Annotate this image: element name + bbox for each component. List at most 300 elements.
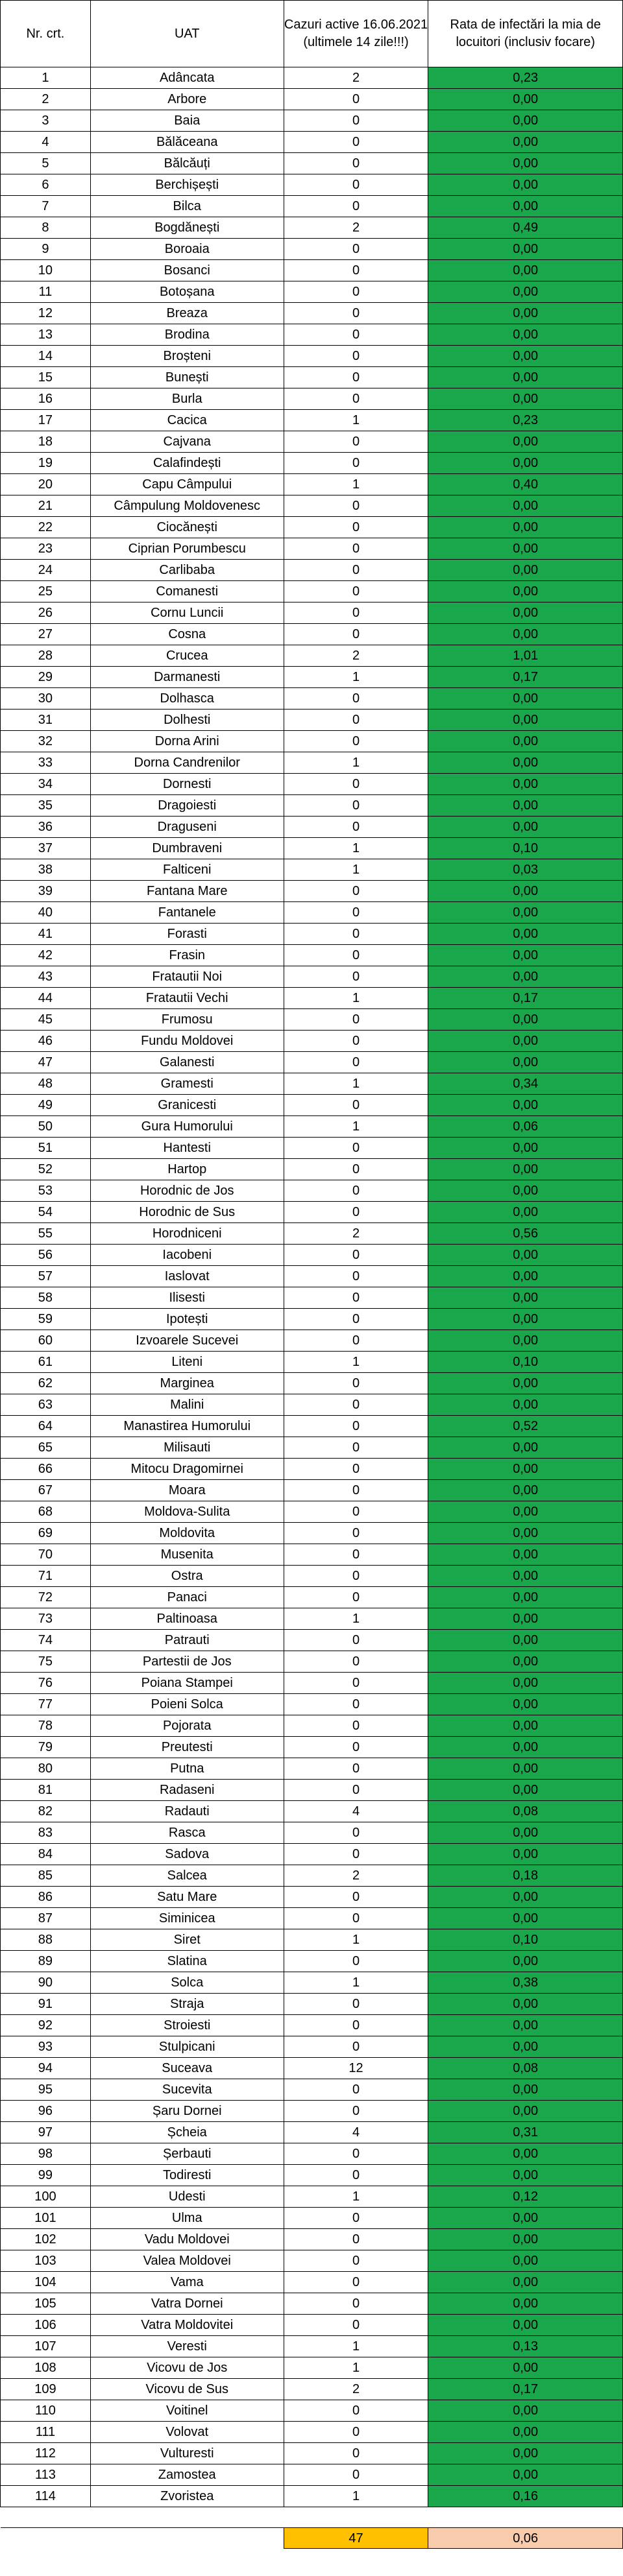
infection-rate: 0,34 xyxy=(428,1073,623,1095)
active-cases: 1 xyxy=(284,474,428,495)
uat-name: Hantesti xyxy=(90,1138,284,1159)
infection-rate: 0,00 xyxy=(428,303,623,324)
infection-rate: 0,00 xyxy=(428,2143,623,2165)
table-row xyxy=(1,624,623,645)
row-number: 109 xyxy=(1,2379,91,2400)
infection-rate: 0,00 xyxy=(428,1780,623,1801)
table-row xyxy=(1,881,623,902)
infection-rate: 0,00 xyxy=(428,1544,623,1566)
table-row xyxy=(1,474,623,495)
row-number: 34 xyxy=(1,774,91,795)
uat-name: Cornu Luncii xyxy=(90,602,284,624)
active-cases: 0 xyxy=(284,1459,428,1480)
active-cases: 0 xyxy=(284,2165,428,2186)
active-cases: 0 xyxy=(284,1887,428,1908)
row-number: 8 xyxy=(1,217,91,239)
row-number: 95 xyxy=(1,2079,91,2101)
table-row xyxy=(1,346,623,367)
table-row xyxy=(1,1737,623,1758)
uat-name: Partestii de Jos xyxy=(90,1651,284,1673)
infection-rate: 0,00 xyxy=(428,1501,623,1523)
infection-rate: 0,00 xyxy=(428,2357,623,2379)
row-number: 98 xyxy=(1,2143,91,2165)
infection-rate: 0,00 xyxy=(428,495,623,517)
infection-rate: 0,00 xyxy=(428,1715,623,1737)
row-number: 33 xyxy=(1,752,91,774)
header-rate: Rata de infectări la mia de locuitori (inclusiv focare) xyxy=(428,1,623,67)
row-number: 56 xyxy=(1,1245,91,1266)
infection-rate: 0,23 xyxy=(428,410,623,431)
uat-name: Vicovu de Jos xyxy=(90,2357,284,2379)
row-number: 77 xyxy=(1,1694,91,1715)
infection-rate: 0,18 xyxy=(428,1865,623,1887)
active-cases: 0 xyxy=(284,1501,428,1523)
row-number: 76 xyxy=(1,1673,91,1694)
uat-name: Liteni xyxy=(90,1352,284,1373)
uat-name: Ilisesti xyxy=(90,1287,284,1309)
row-number: 68 xyxy=(1,1501,91,1523)
active-cases: 0 xyxy=(284,1994,428,2015)
table-row xyxy=(1,1822,623,1844)
infection-rate: 0,49 xyxy=(428,217,623,239)
active-cases: 0 xyxy=(284,388,428,410)
row-number: 17 xyxy=(1,410,91,431)
row-number: 13 xyxy=(1,324,91,346)
active-cases: 2 xyxy=(284,67,428,89)
row-number: 106 xyxy=(1,2315,91,2336)
table-row xyxy=(1,902,623,924)
row-number: 70 xyxy=(1,1544,91,1566)
row-number: 66 xyxy=(1,1459,91,1480)
active-cases: 0 xyxy=(284,1330,428,1352)
uat-name: Stulpicani xyxy=(90,2036,284,2058)
uat-name: Galanesti xyxy=(90,1052,284,1073)
infection-rate: 0,00 xyxy=(428,1095,623,1116)
infection-rate: 0,06 xyxy=(428,1116,623,1138)
infection-rate: 0,00 xyxy=(428,1009,623,1031)
infection-rate: 0,00 xyxy=(428,1138,623,1159)
infection-rate: 0,00 xyxy=(428,260,623,281)
spacer-row xyxy=(1,2507,623,2528)
row-number: 79 xyxy=(1,1737,91,1758)
infection-rate: 0,00 xyxy=(428,881,623,902)
infection-rate: 0,00 xyxy=(428,431,623,453)
table-row xyxy=(1,67,623,89)
row-number: 63 xyxy=(1,1394,91,1416)
row-number: 57 xyxy=(1,1266,91,1287)
active-cases: 0 xyxy=(284,1951,428,1972)
active-cases: 0 xyxy=(284,2036,428,2058)
table-row xyxy=(1,1202,623,1223)
table-row xyxy=(1,2079,623,2101)
infection-rate: 0,00 xyxy=(428,2036,623,2058)
table-row xyxy=(1,817,623,838)
active-cases: 1 xyxy=(284,838,428,859)
infection-rate: 0,00 xyxy=(428,1651,623,1673)
table-row xyxy=(1,2315,623,2336)
table-row xyxy=(1,1801,623,1822)
active-cases: 2 xyxy=(284,2379,428,2400)
active-cases: 0 xyxy=(284,1651,428,1673)
active-cases: 0 xyxy=(284,1480,428,1501)
row-number: 83 xyxy=(1,1822,91,1844)
total-row xyxy=(1,2528,623,2549)
active-cases: 1 xyxy=(284,1073,428,1095)
row-number: 110 xyxy=(1,2400,91,2422)
uat-name: Putna xyxy=(90,1758,284,1780)
row-number: 69 xyxy=(1,1523,91,1544)
active-cases: 12 xyxy=(284,2058,428,2079)
infection-rate: 0,00 xyxy=(428,731,623,752)
uat-name: Siminicea xyxy=(90,1908,284,1929)
infection-rate: 0,00 xyxy=(428,1394,623,1416)
infection-rate: 0,00 xyxy=(428,817,623,838)
infection-rate: 0,00 xyxy=(428,538,623,560)
infection-rate: 0,00 xyxy=(428,688,623,710)
active-cases: 0 xyxy=(284,2250,428,2272)
table-row xyxy=(1,1715,623,1737)
row-number: 53 xyxy=(1,1180,91,1202)
table-row xyxy=(1,2400,623,2422)
infection-rate: 0,00 xyxy=(428,1908,623,1929)
active-cases: 0 xyxy=(284,324,428,346)
infection-rate: 0,31 xyxy=(428,2122,623,2143)
active-cases: 0 xyxy=(284,1180,428,1202)
row-number: 90 xyxy=(1,1972,91,1994)
active-cases: 1 xyxy=(284,2186,428,2208)
infection-rate: 0,00 xyxy=(428,1373,623,1394)
table-row xyxy=(1,1544,623,1566)
uat-name: Poieni Solca xyxy=(90,1694,284,1715)
uat-name: Bălcăuți xyxy=(90,153,284,174)
row-number: 40 xyxy=(1,902,91,924)
uat-name: Moldovita xyxy=(90,1523,284,1544)
active-cases: 0 xyxy=(284,560,428,581)
row-number: 32 xyxy=(1,731,91,752)
row-number: 16 xyxy=(1,388,91,410)
uat-name: Brodina xyxy=(90,324,284,346)
infection-rate: 0,08 xyxy=(428,2058,623,2079)
row-number: 80 xyxy=(1,1758,91,1780)
row-number: 47 xyxy=(1,1052,91,1073)
infection-rate: 0,00 xyxy=(428,602,623,624)
infection-rate: 0,00 xyxy=(428,346,623,367)
active-cases: 0 xyxy=(284,2443,428,2464)
table-row xyxy=(1,1095,623,1116)
table-row xyxy=(1,1608,623,1630)
uat-name: Iaslovat xyxy=(90,1266,284,1287)
infection-rate: 0,00 xyxy=(428,560,623,581)
active-cases: 0 xyxy=(284,731,428,752)
table-row xyxy=(1,667,623,688)
table-row xyxy=(1,153,623,174)
uat-name: Moldova-Sulita xyxy=(90,1501,284,1523)
uat-name: Rasca xyxy=(90,1822,284,1844)
row-number: 111 xyxy=(1,2422,91,2443)
active-cases: 0 xyxy=(284,2079,428,2101)
infection-rate: 0,00 xyxy=(428,924,623,945)
table-row xyxy=(1,2143,623,2165)
infection-rate: 0,00 xyxy=(428,1951,623,1972)
row-number: 102 xyxy=(1,2229,91,2250)
infection-rate: 0,00 xyxy=(428,1994,623,2015)
active-cases: 2 xyxy=(284,1865,428,1887)
active-cases: 0 xyxy=(284,303,428,324)
infection-rate: 0,10 xyxy=(428,1352,623,1373)
table-row xyxy=(1,1459,623,1480)
table-row xyxy=(1,2229,623,2250)
infection-rate: 0,00 xyxy=(428,153,623,174)
uat-name: Sadova xyxy=(90,1844,284,1865)
uat-name: Dumbraveni xyxy=(90,838,284,859)
row-number: 19 xyxy=(1,453,91,474)
active-cases: 1 xyxy=(284,859,428,881)
infection-rate: 0,23 xyxy=(428,67,623,89)
infection-rate: 0,00 xyxy=(428,1287,623,1309)
active-cases: 0 xyxy=(284,2015,428,2036)
row-number: 49 xyxy=(1,1095,91,1116)
uat-name: Dorna Candrenilor xyxy=(90,752,284,774)
active-cases: 0 xyxy=(284,174,428,196)
row-number: 87 xyxy=(1,1908,91,1929)
uat-name: Fratautii Noi xyxy=(90,966,284,988)
infection-rate: 0,17 xyxy=(428,988,623,1009)
active-cases: 4 xyxy=(284,2122,428,2143)
table-row xyxy=(1,1951,623,1972)
uat-name: Patrauti xyxy=(90,1630,284,1651)
uat-name: Bosanci xyxy=(90,260,284,281)
active-cases: 0 xyxy=(284,1566,428,1587)
row-number: 9 xyxy=(1,239,91,260)
table-row xyxy=(1,367,623,388)
table-row xyxy=(1,260,623,281)
active-cases: 1 xyxy=(284,667,428,688)
row-number: 1 xyxy=(1,67,91,89)
row-number: 36 xyxy=(1,817,91,838)
infection-rate: 0,00 xyxy=(428,1587,623,1608)
table-row xyxy=(1,731,623,752)
row-number: 64 xyxy=(1,1416,91,1437)
table-row xyxy=(1,495,623,517)
table-row xyxy=(1,1972,623,1994)
infection-rate: 0,17 xyxy=(428,2379,623,2400)
uat-name: Straja xyxy=(90,1994,284,2015)
table-row xyxy=(1,217,623,239)
row-number: 45 xyxy=(1,1009,91,1031)
table-body xyxy=(1,67,623,2507)
infection-rate: 0,00 xyxy=(428,2165,623,2186)
uat-name: Frasin xyxy=(90,945,284,966)
row-number: 82 xyxy=(1,1801,91,1822)
uat-name: Paltinoasa xyxy=(90,1608,284,1630)
active-cases: 0 xyxy=(284,431,428,453)
row-number: 14 xyxy=(1,346,91,367)
uat-name: Ipotești xyxy=(90,1309,284,1330)
active-cases: 0 xyxy=(284,2422,428,2443)
infection-rate: 0,00 xyxy=(428,774,623,795)
spacer-cell xyxy=(90,2507,284,2528)
row-number: 44 xyxy=(1,988,91,1009)
row-number: 7 xyxy=(1,196,91,217)
active-cases: 0 xyxy=(284,710,428,731)
infection-rate: 0,00 xyxy=(428,110,623,132)
row-number: 101 xyxy=(1,2208,91,2229)
row-number: 86 xyxy=(1,1887,91,1908)
active-cases: 0 xyxy=(284,1202,428,1223)
uat-name: Izvoarele Sucevei xyxy=(90,1330,284,1352)
uat-name: Veresti xyxy=(90,2336,284,2357)
infection-rate: 0,00 xyxy=(428,1459,623,1480)
uat-name: Pojorata xyxy=(90,1715,284,1737)
row-number: 67 xyxy=(1,1480,91,1501)
infection-rate: 0,10 xyxy=(428,1929,623,1951)
row-number: 20 xyxy=(1,474,91,495)
uat-name: Cacica xyxy=(90,410,284,431)
spacer-cell xyxy=(428,2507,623,2528)
uat-name: Zamostea xyxy=(90,2464,284,2486)
infection-rate: 0,00 xyxy=(428,1887,623,1908)
infection-rate: 0,00 xyxy=(428,1180,623,1202)
uat-name: Poiana Stampei xyxy=(90,1673,284,1694)
active-cases: 0 xyxy=(284,2101,428,2122)
row-number: 114 xyxy=(1,2486,91,2507)
uat-name: Berchișești xyxy=(90,174,284,196)
uat-name: Suceava xyxy=(90,2058,284,2079)
table-row xyxy=(1,1159,623,1180)
uat-name: Sucevita xyxy=(90,2079,284,2101)
active-cases: 0 xyxy=(284,1052,428,1073)
infection-rate: 0,00 xyxy=(428,1266,623,1287)
uat-name: Manastirea Humorului xyxy=(90,1416,284,1437)
active-cases: 0 xyxy=(284,538,428,560)
uat-name: Gura Humorului xyxy=(90,1116,284,1138)
infection-rate: 0,00 xyxy=(428,2079,623,2101)
table-row xyxy=(1,1780,623,1801)
active-cases: 0 xyxy=(284,1715,428,1737)
uat-name: Vicovu de Sus xyxy=(90,2379,284,2400)
uat-name: Frumosu xyxy=(90,1009,284,1031)
row-number: 74 xyxy=(1,1630,91,1651)
table-row xyxy=(1,2293,623,2315)
row-number: 71 xyxy=(1,1566,91,1587)
active-cases: 0 xyxy=(284,1673,428,1694)
table-row xyxy=(1,1566,623,1587)
uat-name: Fratautii Vechi xyxy=(90,988,284,1009)
uat-name: Breaza xyxy=(90,303,284,324)
infection-rate: 0,00 xyxy=(428,945,623,966)
infection-rate: 0,00 xyxy=(428,2272,623,2293)
infection-rate: 0,00 xyxy=(428,2229,623,2250)
row-number: 89 xyxy=(1,1951,91,1972)
table-row xyxy=(1,859,623,881)
infection-rate: 0,00 xyxy=(428,2400,623,2422)
uat-name: Satu Mare xyxy=(90,1887,284,1908)
table-row xyxy=(1,1394,623,1416)
active-cases: 0 xyxy=(284,1523,428,1544)
table-row xyxy=(1,1844,623,1865)
uat-name: Salcea xyxy=(90,1865,284,1887)
row-number: 58 xyxy=(1,1287,91,1309)
active-cases: 0 xyxy=(284,795,428,817)
infection-rate: 0,00 xyxy=(428,1822,623,1844)
row-number: 88 xyxy=(1,1929,91,1951)
active-cases: 0 xyxy=(284,1780,428,1801)
infection-rate: 0,00 xyxy=(428,2464,623,2486)
table-row xyxy=(1,2357,623,2379)
uat-name: Volovat xyxy=(90,2422,284,2443)
row-number: 59 xyxy=(1,1309,91,1330)
uat-name: Șaru Dornei xyxy=(90,2101,284,2122)
active-cases: 1 xyxy=(284,2336,428,2357)
table-row xyxy=(1,1865,623,1887)
uat-name: Dolhasca xyxy=(90,688,284,710)
active-cases: 0 xyxy=(284,281,428,303)
uat-name: Cosna xyxy=(90,624,284,645)
table-row xyxy=(1,2379,623,2400)
uat-name: Bogdănești xyxy=(90,217,284,239)
table-row xyxy=(1,774,623,795)
infection-rate: 0,00 xyxy=(428,624,623,645)
active-cases: 0 xyxy=(284,2400,428,2422)
infection-rate: 0,00 xyxy=(428,710,623,731)
row-number: 112 xyxy=(1,2443,91,2464)
row-number: 62 xyxy=(1,1373,91,1394)
table-row xyxy=(1,1180,623,1202)
row-number: 85 xyxy=(1,1865,91,1887)
header-row xyxy=(1,1,623,67)
table-row xyxy=(1,1073,623,1095)
active-cases: 0 xyxy=(284,688,428,710)
active-cases: 0 xyxy=(284,2143,428,2165)
infection-rate: 0,16 xyxy=(428,2486,623,2507)
table-row xyxy=(1,174,623,196)
uat-name: Ulma xyxy=(90,2208,284,2229)
infection-rate: 0,00 xyxy=(428,2208,623,2229)
uat-name: Granicesti xyxy=(90,1095,284,1116)
row-number: 24 xyxy=(1,560,91,581)
uat-name: Hartop xyxy=(90,1159,284,1180)
uat-name: Dornesti xyxy=(90,774,284,795)
infection-rate: 0,00 xyxy=(428,1437,623,1459)
row-number: 84 xyxy=(1,1844,91,1865)
active-cases: 0 xyxy=(284,1309,428,1330)
active-cases: 2 xyxy=(284,217,428,239)
table-row xyxy=(1,2250,623,2272)
table-row xyxy=(1,538,623,560)
row-number: 6 xyxy=(1,174,91,196)
uat-name: Calafindești xyxy=(90,453,284,474)
uat-name: Dragoiesti xyxy=(90,795,284,817)
infection-rate: 0,00 xyxy=(428,902,623,924)
uat-name: Radauti xyxy=(90,1801,284,1822)
uat-name: Gramesti xyxy=(90,1073,284,1095)
row-number: 37 xyxy=(1,838,91,859)
uat-name: Șerbauti xyxy=(90,2143,284,2165)
active-cases: 0 xyxy=(284,453,428,474)
uat-name: Horodniceni xyxy=(90,1223,284,1245)
table-row xyxy=(1,110,623,132)
table-row xyxy=(1,196,623,217)
table-row xyxy=(1,431,623,453)
active-cases: 0 xyxy=(284,89,428,110)
infection-rate: 0,00 xyxy=(428,752,623,774)
uat-name: Musenita xyxy=(90,1544,284,1566)
infection-rate: 0,00 xyxy=(428,132,623,153)
table-row xyxy=(1,1758,623,1780)
active-cases: 2 xyxy=(284,645,428,667)
uat-name: Vatra Moldovitei xyxy=(90,2315,284,2336)
table-row xyxy=(1,1330,623,1352)
